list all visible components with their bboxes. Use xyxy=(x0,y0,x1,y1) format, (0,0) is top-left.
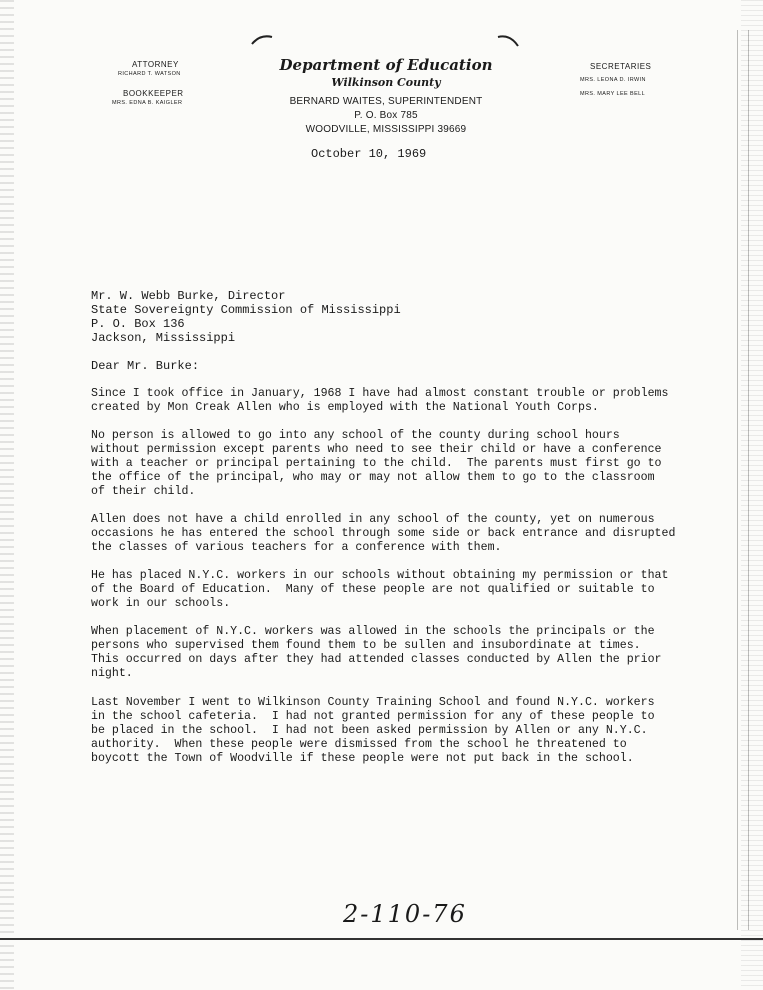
attorney-name: RICHARD T. WATSON xyxy=(118,71,181,77)
recipient-line: State Sovereignty Commission of Mississippi xyxy=(91,303,401,317)
secretary-2: MRS. MARY LEE BELL xyxy=(580,91,646,97)
body-paragraph: Since I took office in January, 1968 I have had almost constant trouble or problems created by Mon Creak Allen who is employed with the National Youth Corps. xyxy=(91,387,669,414)
scan-vertical-line xyxy=(737,30,738,930)
city-line: WOODVILLE, MISSISSIPPI 39669 xyxy=(305,124,467,135)
letter-date: October 10, 1969 xyxy=(311,147,427,161)
body-paragraph: No person is allowed to go into any school of the county during school hours without permission except parents who need to see their child or have a conference with a teacher or principal pertaining to the child. The parents must first go to the office of the principal, who may or may not allow them to go to the classroom of their child. xyxy=(91,429,662,498)
secretary-1: MRS. LEONA D. IRWIN xyxy=(580,77,646,83)
attorney-title: ATTORNEY xyxy=(132,60,179,69)
scan-vertical-line xyxy=(748,30,749,930)
recipient-line: P. O. Box 136 xyxy=(91,317,185,331)
recipient-line: Mr. W. Webb Burke, Director xyxy=(91,289,286,303)
department-name: Department of Education xyxy=(279,56,493,74)
bookkeeper-name: MRS. EDNA B. KAIGLER xyxy=(112,100,183,106)
secretaries-title: SECRETARIES xyxy=(590,62,652,71)
body-paragraph: Last November I went to Wilkinson County Training School and found N.Y.C. workers in the school cafeteria. I had not granted permission for any of these people to be placed in the school. I had not been asked permission by Allen or any N.Y.C. authority. When these people were dismissed from the school he threatened to boycott the Town of Woodville if these people were not put back in the school. xyxy=(91,696,655,765)
scan-right-edge xyxy=(741,0,763,990)
body-paragraph: Allen does not have a child enrolled in any school of the county, yet on numerous occasions he has entered the school through some side or back entrance and disrupted the classes of various teachers for a conference with them. xyxy=(91,513,676,554)
handwritten-file-number: 2-110-76 xyxy=(343,900,467,928)
body-paragraph: When placement of N.Y.C. workers was allowed in the schools the principals or the persons who supervised them found them to be sullen and insubordinate at times. This occurred on days after they had attended classes conducted by Allen the prior night. xyxy=(91,625,662,680)
scan-bottom-edge xyxy=(0,938,763,940)
bookkeeper-title: BOOKKEEPER xyxy=(123,89,184,98)
recipient-line: Jackson, Mississippi xyxy=(91,331,236,345)
scan-left-edge xyxy=(0,0,14,990)
letterhead-arc-right xyxy=(496,34,520,48)
county-name: Wilkinson County xyxy=(331,76,441,89)
salutation: Dear Mr. Burke: xyxy=(91,359,200,373)
superintendent: BERNARD WAITES, SUPERINTENDENT xyxy=(289,96,483,107)
po-box: P. O. Box 785 xyxy=(354,110,418,121)
body-paragraph: He has placed N.Y.C. workers in our schools without obtaining my permission or that of the Board of Education. Many of these people are not qualified or suitable to work in our schools. xyxy=(91,569,669,610)
letterhead-arc-left xyxy=(250,34,274,46)
